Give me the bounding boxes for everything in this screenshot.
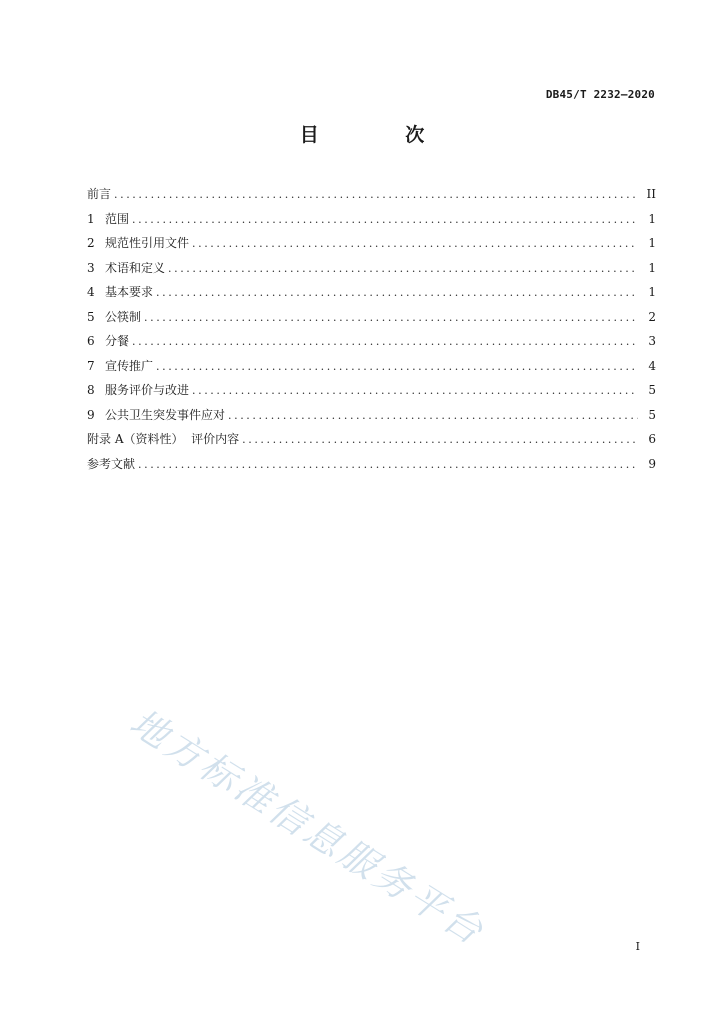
toc-entry-title: 宣传推广 xyxy=(105,358,154,373)
toc-entry-number: 6 xyxy=(87,334,95,348)
toc-entry-number: 1 xyxy=(87,211,95,226)
toc-leader-dots xyxy=(242,431,638,449)
toc-entry-page: 9 xyxy=(648,456,656,471)
toc-leader-dots xyxy=(192,382,638,400)
toc-entry-title: 服务评价与改进 xyxy=(105,383,190,397)
toc-entry-basic-requirements[interactable] xyxy=(87,283,656,308)
page-number: I xyxy=(635,940,640,953)
watermark: 地方标准信息服务平台 xyxy=(122,700,493,955)
toc-entry-page: 2 xyxy=(648,309,656,324)
toc-entry-terms-definitions[interactable] xyxy=(87,259,656,284)
toc-leader-dots xyxy=(168,260,638,278)
toc-leader-dots xyxy=(114,186,638,204)
toc-entry-serving-chopsticks[interactable] xyxy=(87,308,656,333)
toc-entry-page: 1 xyxy=(648,211,656,226)
toc-entry-page: 1 xyxy=(648,285,656,299)
toc-entry-title: 规范性引用文件 xyxy=(105,236,190,250)
toc-entry-page: 1 xyxy=(648,236,656,250)
toc-entry-title: 术语和定义 xyxy=(105,260,166,275)
toc-leader-dots xyxy=(192,235,638,253)
toc-entry-title: 附录 A（资料性） 评价内容 xyxy=(87,432,240,446)
toc-entry-title: 前言 xyxy=(87,187,112,201)
toc-entry-bibliography[interactable] xyxy=(87,455,656,480)
toc-leader-dots xyxy=(156,284,638,302)
document-code: DB45/T 2232—2020 xyxy=(545,88,655,101)
toc-entry-number: 2 xyxy=(87,236,95,250)
toc-leader-dots xyxy=(144,309,638,327)
toc-entry-public-health-response[interactable] xyxy=(87,406,656,431)
toc-entry-appendix-a[interactable] xyxy=(87,430,656,455)
toc-entry-title: 参考文献 xyxy=(87,456,136,471)
toc-entry-title: 基本要求 xyxy=(105,285,154,299)
page-title: 目 次 xyxy=(299,124,465,146)
toc-entry-title: 范围 xyxy=(105,211,130,226)
toc-entry-page: 1 xyxy=(648,260,656,275)
toc-entry-service-evaluation[interactable] xyxy=(87,381,656,406)
toc-entry-page: 5 xyxy=(648,407,656,422)
toc-leader-dots xyxy=(132,211,638,229)
toc-leader-dots xyxy=(156,358,638,376)
toc-entry-scope[interactable] xyxy=(87,210,656,235)
toc-entry-number: 4 xyxy=(87,285,95,299)
toc-entry-number: 7 xyxy=(87,358,95,373)
toc-entry-number: 3 xyxy=(87,260,95,275)
toc-entry-title: 公筷制 xyxy=(105,309,142,324)
toc-entry-page: II xyxy=(646,187,656,201)
toc-entry-page: 4 xyxy=(648,358,656,373)
toc-entry-separate-meals[interactable] xyxy=(87,332,656,357)
table-of-contents xyxy=(87,185,656,479)
toc-entry-page: 3 xyxy=(648,334,656,348)
toc-entry-promotion[interactable] xyxy=(87,357,656,382)
toc-entry-number: 9 xyxy=(87,407,95,422)
toc-entry-preface[interactable] xyxy=(87,185,656,210)
toc-entry-number: 5 xyxy=(87,309,95,324)
toc-leader-dots xyxy=(228,407,638,425)
toc-entry-page: 5 xyxy=(648,383,656,397)
toc-entry-title: 分餐 xyxy=(105,334,130,348)
toc-leader-dots xyxy=(138,456,638,474)
toc-entry-title: 公共卫生突发事件应对 xyxy=(105,407,226,422)
toc-entry-normative-references[interactable] xyxy=(87,234,656,259)
toc-leader-dots xyxy=(132,333,638,351)
toc-entry-number: 8 xyxy=(87,383,95,397)
toc-entry-page: 6 xyxy=(648,432,656,446)
